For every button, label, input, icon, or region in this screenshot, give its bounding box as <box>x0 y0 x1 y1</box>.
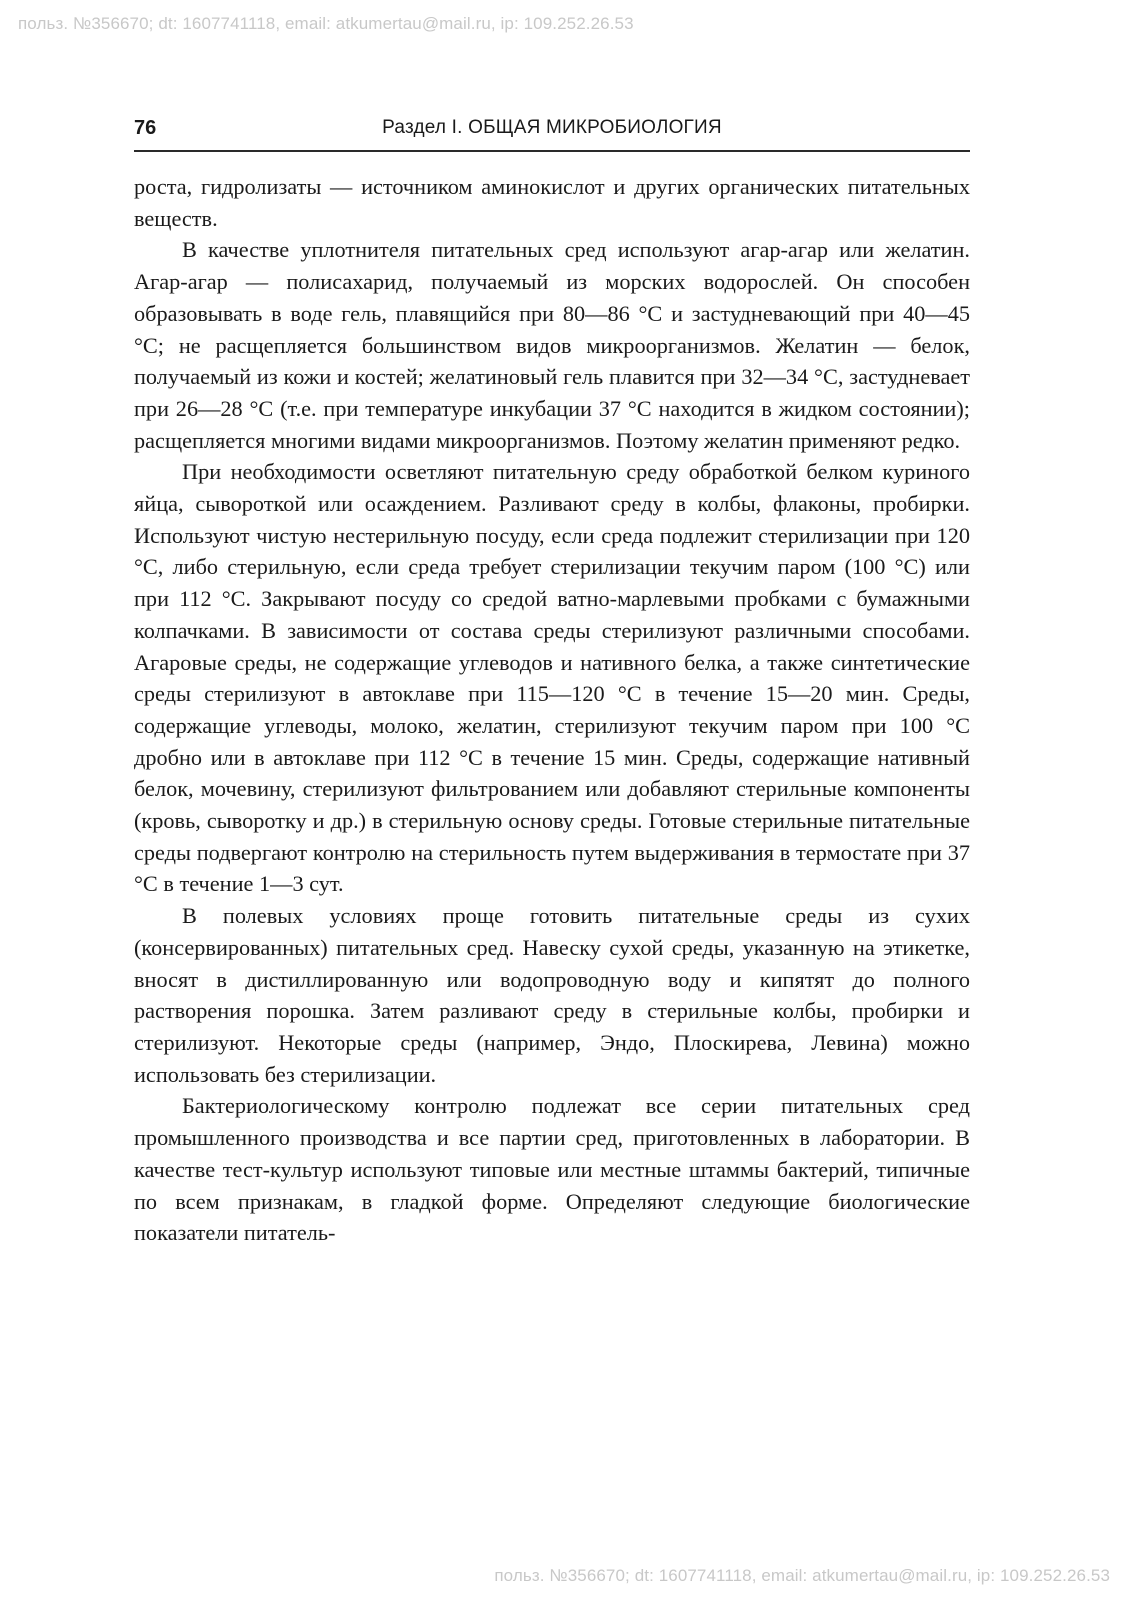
running-head: Раздел I. ОБЩАЯ МИКРОБИОЛОГИЯ <box>382 117 722 138</box>
body-text <box>134 171 970 1249</box>
paragraph-agar-gelatin: В качестве уплотнителя питательных сред используют агар-агар или желатин. Агар-агар — полисахарид, получаемый из морских водорослей. Он способен образовывать в воде гель, плавящийся при 80—86 °С и застудневающий при 40—45 °С; не расщепляется большинством видов микроорганизмов. Желатин — белок, получаемый из кожи и костей; желатиновый гель плавится при 32—34 °С, застудневает при 26—28 °С (т.е. при температуре инкубации 37 °С находится в жидком состоянии); расщепляется многими видами микроорганизмов. Поэтому желатин применяют редко. <box>134 237 970 453</box>
paragraph-bacteriological-control: Бактериологическому контролю подлежат все серии питательных сред промышленного производства и все партии сред, приготовленных в лаборатории. В качестве тест-культур используют типовые или местные штаммы бактерий, типичные по всем признакам, в гладкой форме. Определяют следующие биологические показатели питатель- <box>134 1093 970 1246</box>
paragraph-field-conditions: В полевых условиях проще готовить питательные среды из сухих (консервированных) питательных сред. Навеску сухой среды, указанную на этикетке, вносят в дистиллированную или водопроводную воду и кипятят до полного растворения порошка. Затем разливают среду в стерильные колбы, пробирки и стерилизуют. Некоторые среды (например, Эндо, Плоскирева, Левина) можно использовать без стерилизации. <box>134 903 970 1087</box>
watermark-bottom: польз. №356670; dt: 1607741118, email: atkumertau@mail.ru, ip: 109.252.26.53 <box>494 1566 1110 1585</box>
page-header <box>134 116 970 152</box>
paragraph-continued: роста, гидролизаты — источником аминокислот и других органических питательных веществ. <box>134 174 970 231</box>
page-number: 76 <box>134 117 157 139</box>
paragraph-clarification-sterilization: При необходимости осветляют питательную среду обработкой белком куриного яйца, сывороткой или осаждением. Разливают среду в колбы, флаконы, пробирки. Используют чистую нестерильную посуду, если среда подлежит стерилизации при 120 °С, либо стерильную, если среда требует стерилизации текучим паром (100 °С) или при 112 °С. Закрывают посуду со средой ватно-марлевыми пробками с бумажными колпачками. В зависимости от состава среды стерилизуют различными способами. Агаровые среды, не содержащие углеводов и нативного белка, а также синтетические среды стерилизуют в автоклаве при 115—120 °С в течение 15—20 мин. Среды, содержащие углеводы, молоко, желатин, стерилизуют текучим паром при 100 °С дробно или в автоклаве при 112 °С в течение 15 мин. Среды, содержащие нативный белок, мочевину, стерилизуют фильтрованием или добавляют стерильные компоненты (кровь, сыворотку и др.) в стерильную основу среды. Готовые стерильные питательные среды подвергают контролю на стерильность путем выдерживания в термостате при 37 °С в течение 1—3 сут. <box>134 459 970 897</box>
watermark-top: польз. №356670; dt: 1607741118, email: atkumertau@mail.ru, ip: 109.252.26.53 <box>18 14 634 33</box>
